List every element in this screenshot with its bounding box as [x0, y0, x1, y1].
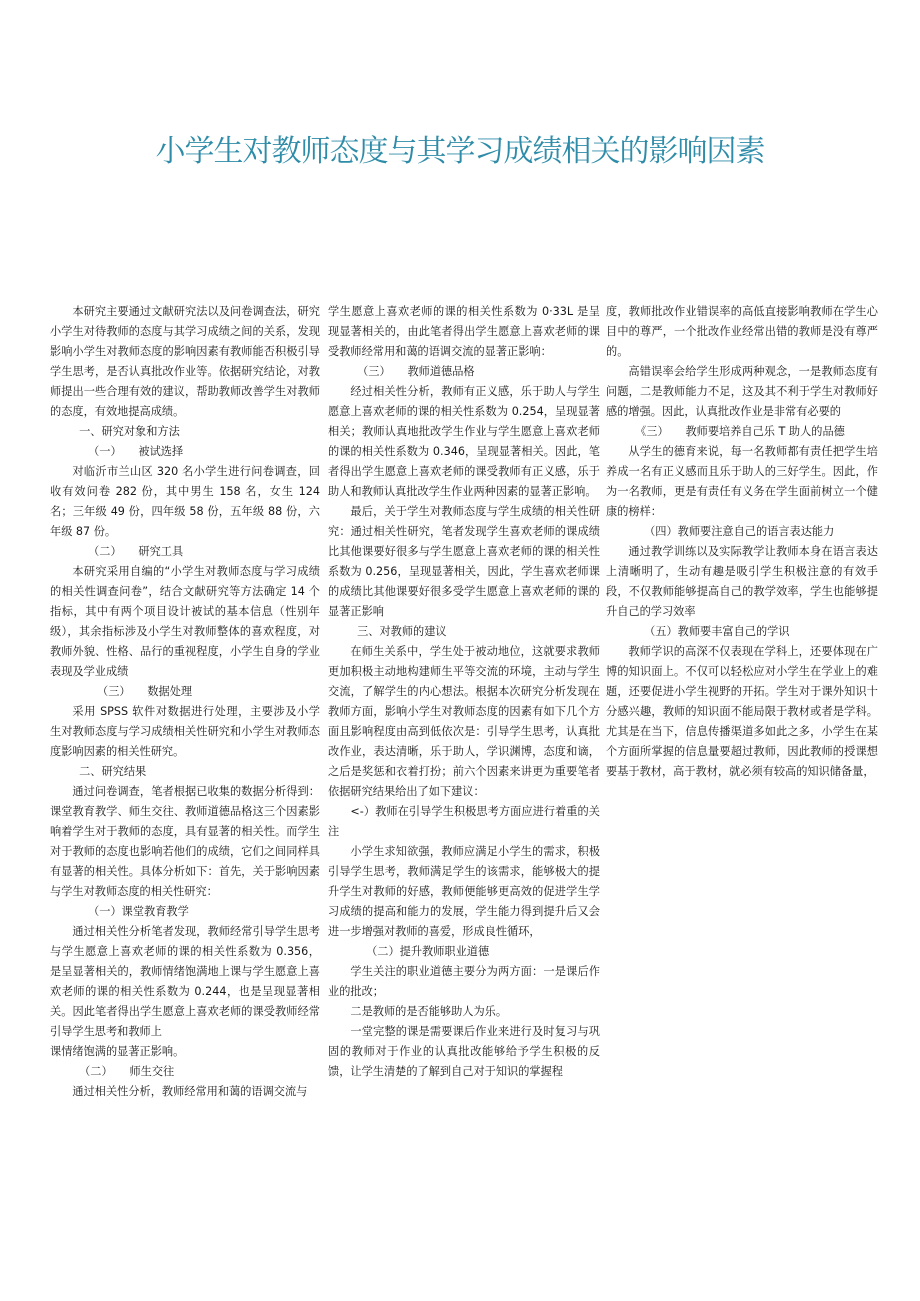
document-title: 小学生对教师态度与其学习成绩相关的影响因素: [155, 134, 765, 169]
subsection-heading-tools: （二） 研究工具: [88, 545, 184, 558]
subsection-heading-moral-character: （三） 教师道德品格: [357, 365, 475, 378]
paragraph: 高错误率会给学生形成两种观念，一是教师态度有问题，二是教师能力不足，这及其不利于学生对教师好感的增强。因此，认真批改作业是非常有必要的: [606, 365, 878, 418]
paragraph: 一堂完整的课是需要课后作业来进行及时复习与巩固的教师对于作业的认真批改能够给予学生积极的反馈，让学生清楚的了解到自己对于知识的掌握程: [328, 1025, 600, 1078]
abstract-paragraph: 本研究主要通过文献研究法以及问卷调查法，研究小学生对待教师的态度与其学习成绩之间的关系，发现影响小学生对教师态度的影响因素有教师能否积极引导学生思考，是否认真批改作业等。依据研究结论，对教师提出一些合理有效的建议，帮助教师改善学生对教师的态度，有效地提高成绩。: [50, 305, 320, 418]
subsection-heading-classroom-teaching: （一）课堂教育教学: [88, 905, 189, 918]
paragraph: 课情绪饱满的显著正影响。: [50, 1045, 185, 1058]
paragraph: 通过问卷调查，笔者根据已收集的数据分析得到：课堂教育教学、师生交往、教师道德品格这三个因素影响着学生对于教师的态度，具有显著的相关性。而学生对于教师的态度也影响若他们的成绩，它们之间同样具有显著的相关性。具体分析如下：首先，关于影响因素与学生对教师态度的相关性研究：: [50, 785, 320, 898]
paragraph: 通过教学训练以及实际教学让教师本身在语言表达上清晰明了，生动有趣是吸引学生积极注意的有效手段，不仅教师能够提高自己的教学效率，学生也能够提升自己的学习效率: [606, 545, 878, 618]
section-heading-suggestions: 三、对教师的建议: [357, 625, 447, 638]
paragraph: 学生关注的职业道德主要分为两方面：一是课后作业的批改；: [328, 965, 600, 998]
paragraph: 通过相关性分析，教师经常用和蔼的语调交流与: [72, 1085, 308, 1098]
column-left: [50, 302, 320, 1102]
subsection-heading-professional-ethics: （二）提升教师职业道德: [366, 945, 490, 958]
paragraph: 通过相关性分析笔者发现，教师经常引导学生思考与学生愿意上喜欢老师的课的相关性系数为 0.356，是呈显著相关的，教师情绪饱满地上课与学生愿意上喜欢老师的课的相关性系数为 0.244，也是呈现显著相关。因此笔者得出学生愿意上喜欢老师的课受教师经常引导学生思考和教师上: [50, 925, 320, 1038]
paragraph: 教师学识的高深不仅表现在学科上，还要体现在广博的知识面上。不仅可以轻松应对小学生在学业上的难题，还要促进小学生视野的开拓。学生对于课外知识十分感兴趣，教师的知识面不能局限于教材或者是学科。尤其是在当下，信息传播渠道多如此之多，小学生在某个方面所掌握的信息量要超过教师，因此教师的授课想要基于教材，高于教材，就必须有较高的知识储备量，: [606, 645, 878, 778]
subsection-heading-language-expression: （四）教师要注意自己的语言表达能力: [644, 525, 835, 538]
subsection-heading-teacher-student: （二） 师生交往: [79, 1065, 175, 1078]
paragraph: 在师生关系中，学生处于被动地位，这就要求教师更加积极主动地构建师生平等交流的环境，主动与学生交流，了解学生的内心想法。根据本次研究分析发现在教师方面，影响小学生对教师态度的因素有如下几个方面且影响程度由高到低依次是：引导学生思考，认真批改作业，表达清晰，乐于助人，学识渊博，态度和谪，之后是奖惩和衣着打扮；前六个因素来讲更为重要笔者依据研究结果给出了如下建议：: [328, 645, 600, 798]
paragraph: 最后，关于学生对教师态度与学生成绩的相关性研究：通过相关性研究，笔者发现学生喜欢老师的课成绩比其他课要好很多与学生愿意上喜欢老师的课的相关性系数为 0.256，呈现显著相关，因此，学生喜欢老师课的成绩比其他课要好很多受学生愿意上喜欢老师的课的显著正影响: [328, 505, 600, 618]
paragraph: 采用 SPSS 软件对数据进行处理，主要涉及小学生对教师态度与学习成绩相关性研究和小学生对教师态度影响因素的相关性研究。: [50, 705, 320, 758]
paragraph: 二是教师的是否能够助人为乐。: [350, 1005, 508, 1018]
section-heading-research-objects: 一、研究对象和方法: [79, 425, 180, 438]
paragraph: 学生愿意上喜欢老师的课的相关性系数为 0·33L 是呈现显著相关的，由此笔者得出学生愿意上喜欢老师的课受教师经常用和蔼的语调交流的显著正影响：: [328, 305, 600, 358]
subsection-heading-data-processing: （三） 数据处理: [97, 685, 193, 698]
paragraph: 从学生的德育来说，每一名教师都有责任把学生培养成一名有正义感而且乐于助人的三好学生。因此，作为一名教师，更是有责任有义务在学生面前树立一个健康的榜样：: [606, 445, 878, 518]
paragraph: 对临沂市兰山区 320 名小学生进行问卷调查，回收有效问卷 282 份，其中男生 158 名，女生 124 名；三年级 49 份，四年级 58 份，五年级 88 份，六年级 87 份。: [50, 465, 320, 538]
paragraph: 经过相关性分析，教师有正义感，乐于助人与学生愿意上喜欢老师的课的相关性系数为 0.254，呈现显著相关；教师认真地批改学生作业与学生愿意上喜欢老师的课的相关性系数为 0.346，呈现显著相关。因此，笔者得出学生愿意上喜欢老师的课受教师有正义感，乐于助人和教师认真批改学生作业两种因素的显著正影响。: [328, 385, 600, 498]
section-heading-results: 二、研究结果: [79, 765, 147, 778]
subsection-heading-helping-others: 《三） 教师要培养自己乐 T 助人的品德: [635, 425, 845, 438]
subsection-heading-knowledge: （五）教师要丰富自己的学识: [644, 625, 790, 638]
paragraph: 本研究采用自编的“小学生对教师态度与学习成绩的相关性调查问卷”，结合文献研究等方法确定 14 个指标，其中有两个项目设计被试的基本信息（性别年级），其余指标涉及小学生对教师整体的喜欢程度，对教师外貌、性格、品行的重视程度，小学生自身的学业表现及学业成绩: [50, 565, 320, 678]
column-middle: [328, 302, 600, 1082]
paragraph: 小学生求知欲强，教师应满足小学生的需求，积极引导学生思考，教师满足学生的该需求，能够极大的提升学生对教师的好感，教师便能够更高效的促进学生学习成绩的提高和能力的发展，学生能力得到提升后又会进一步增强对教师的喜爱，形成良性循环，: [328, 845, 600, 938]
subsection-heading-subjects: （一） 被试选择: [88, 445, 184, 458]
paragraph: 度，教师批改作业错误率的高低直接影响教师在学生心目中的尊严，一个批改作业经常出错的教师是没有尊严的。: [606, 305, 878, 358]
column-right: [606, 302, 878, 782]
subsection-heading-guide-thinking: <-）教师在引导学生积极思考方面应进行着重的关注: [328, 805, 600, 838]
